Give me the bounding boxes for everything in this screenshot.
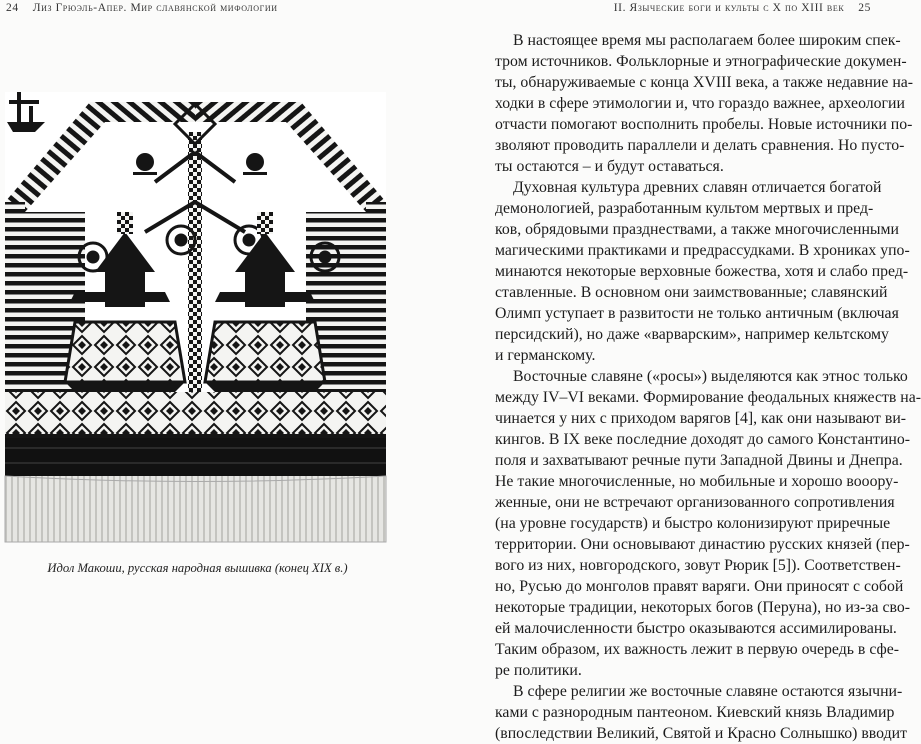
text-line: ков, обрядовыми празднествами, а также многочисленными: [495, 221, 899, 238]
text-line: кингов. В IX веке последние доходят до самого Константино-: [495, 431, 911, 448]
text-line: ками с разнородным пантеоном. Киевский князь Владимир: [495, 704, 895, 721]
text-line: минаются некоторые верховные божества, хотя и слабо пред-: [495, 263, 909, 280]
text-line: ре политики.: [495, 662, 582, 679]
text-line: Не такие многочисленные, но мобильные и хорошо вооору-: [495, 473, 899, 490]
text-line: территории. Они основывают династию русских князей (пер-: [495, 536, 910, 553]
paragraph: [495, 30, 914, 177]
text-line: ей малочисленности быстро оказываются ассимилированы.: [495, 620, 897, 637]
text-line: но, Русью до монголов правят варяги. Они приносят с собой: [495, 578, 904, 595]
paragraph: [495, 177, 910, 366]
right-page-number: 25: [858, 2, 871, 14]
text-line: зволяют проводить параллели и делать сравнения. Но пусто-: [495, 137, 905, 154]
paragraph: [495, 366, 921, 681]
dark-hem-band: [5, 438, 386, 476]
text-line: между IV–VI веками. Формирование феодальных княжеств на-: [495, 389, 921, 406]
paragraph: [495, 681, 907, 744]
text-line: Восточные славяне («росы») выделяются как этнос только: [513, 368, 908, 385]
text-line: (на уровне государств) и быстро колонизируют приречные: [495, 515, 891, 532]
left-header-title: Лиз Грюэль-Апер. Мир славянской мифологии: [32, 2, 278, 14]
text-line: поля и захватывают речные пути Западной Двины и Днепра.: [495, 452, 903, 469]
text-line: некоторые традиции, некоторых богов (Перуна), но из-за сво-: [495, 599, 911, 616]
text-line: ты, обнаруживаемые с конца XVIII века, а также недавние на-: [495, 74, 914, 91]
embroidery-illustration: [5, 92, 386, 542]
text-line: В сфере религии же восточные славяне остаются язычни-: [513, 683, 903, 700]
text-line: вого из них, новгородского, зовут Рюрик [5]). Соответствен-: [495, 557, 901, 574]
text-line: персидский), но даже «варварским», например кельтскому: [495, 326, 889, 343]
text-line: ты остаются – и будут оставаться.: [495, 158, 724, 175]
text-line: (впоследствии Великий, Святой и Красно Солнышко) вводит: [495, 725, 907, 742]
figure-caption: Идол Макоши, русская народная вышивка (конец XIX в.): [47, 561, 348, 575]
text-line: женные, они не встречают организованного сопротивления: [495, 494, 895, 511]
text-line: демонологией, разработанным культом мертвых и пред-: [495, 200, 874, 217]
text-line: чинается у них с приходом варягов [4], как они называют ви-: [495, 410, 907, 427]
text-line: магическими практиками и предрассудками. В хрониках упо-: [495, 242, 910, 259]
text-line: Таким образом, их важность лежит в первую очередь в сфе-: [495, 641, 900, 658]
left-running-header: [6, 2, 278, 14]
text-line: ходки в сфере этимологии и, что гораздо важнее, археологии: [495, 95, 905, 112]
diamond-border-band: [5, 392, 386, 434]
right-header-title: II. Языческие боги и культы с X по XIII век: [613, 2, 845, 14]
right-running-header: [614, 2, 871, 14]
text-line: и германскому.: [495, 347, 596, 364]
left-page-number: 24: [6, 2, 19, 14]
text-line: Духовная культура древних славян отличается богатой: [513, 179, 882, 196]
text-line: Олимп уступает в развитости не только античным (включая: [495, 305, 899, 322]
text-line: ставленные. В основном они заимствованные; славянский: [495, 284, 888, 301]
text-line: тром источников. Фольклорные и этнографические докумен-: [495, 53, 907, 70]
fringe: [5, 476, 386, 542]
text-line: В настоящее время мы располагаем более широким спек-: [513, 32, 901, 49]
text-line: отчасти помогают восполнить пробелы. Новые источники по-: [495, 116, 913, 133]
body-text: [495, 30, 921, 744]
